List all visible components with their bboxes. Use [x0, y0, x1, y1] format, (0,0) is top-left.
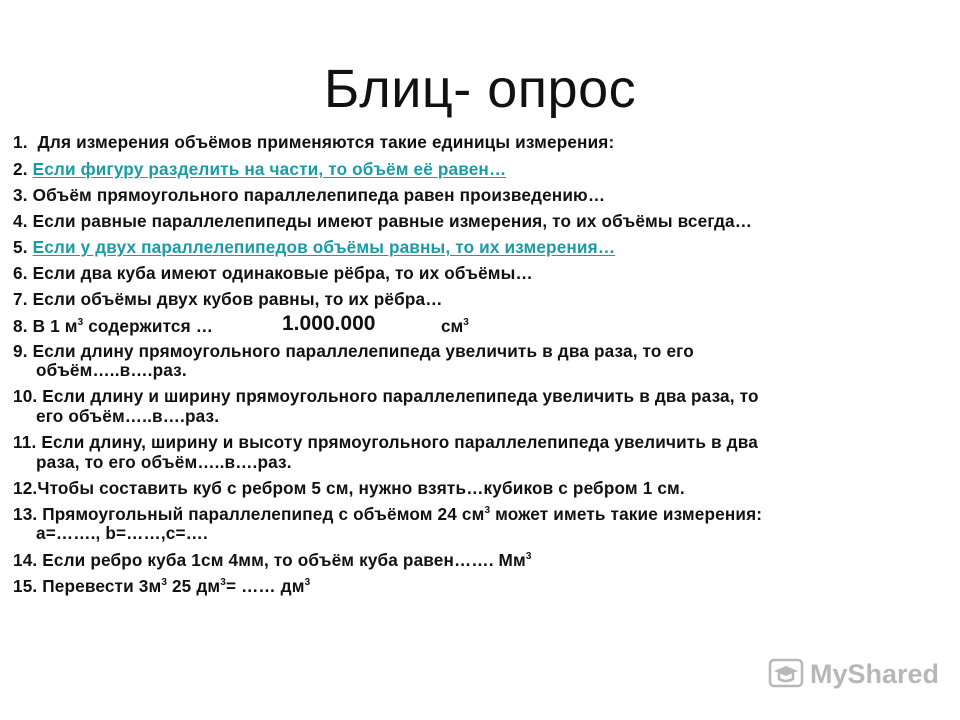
- mortarboard-icon: [768, 657, 804, 691]
- question-text-cont: 25 дм: [167, 576, 221, 596]
- question-text: Перевести 3м: [42, 576, 162, 596]
- question-number: 3.: [13, 185, 28, 205]
- question-3: [13, 185, 943, 205]
- question-number: 1.: [13, 132, 28, 152]
- question-number: 9.: [13, 341, 28, 361]
- question-number: 4.: [13, 211, 28, 231]
- question-5: [13, 237, 943, 257]
- question-text: раза, то его объём…..в….раз.: [36, 452, 292, 472]
- watermark-text: MyShared: [810, 658, 940, 689]
- question-text: его объём…..в….раз.: [36, 406, 220, 426]
- question-12: [13, 478, 943, 498]
- question-text: Если объёмы двух кубов равны, то их рёбра…: [32, 289, 443, 309]
- superscript: 3: [77, 317, 84, 328]
- question-13: [13, 504, 943, 524]
- superscript: 3: [463, 317, 469, 328]
- question-link[interactable]: Если фигуру разделить на части, то объём её равен…: [32, 159, 507, 179]
- question-11: [13, 432, 943, 452]
- question-4: [13, 211, 943, 231]
- slide-title: Блиц- опрос: [323, 59, 637, 119]
- question-text: Если равные параллелепипеды имеют равные измерения, то их объёмы всегда…: [32, 211, 753, 231]
- question-text: Для измерения объёмов применяются такие единицы измерения:: [37, 132, 615, 152]
- superscript: 3: [525, 551, 532, 562]
- question-text: Если длину и ширину прямоугольного параллелепипеда увеличить в два раза, то: [42, 386, 759, 406]
- question-number: 8.: [13, 316, 28, 336]
- question-text: Если ребро куба 1см 4мм, то объём куба равен……. Мм: [42, 550, 526, 570]
- question-number: 2.: [13, 159, 28, 179]
- question-text: а=……., b=……,с=….: [36, 523, 208, 543]
- question-link[interactable]: Если у двух параллелепипедов объёмы равны, то их измерения…: [32, 237, 616, 257]
- question-text: Если два куба имеют одинаковые рёбра, то их объёмы…: [32, 263, 533, 283]
- question-text: Чтобы составить куб с ребром 5 см, нужно взять…кубиков с ребром 1 см.: [37, 478, 685, 498]
- question-9: [13, 341, 943, 361]
- question-14: [13, 550, 943, 570]
- question-number: 10.: [13, 386, 38, 406]
- question-text: Если длину прямоугольного параллелепипеда увеличить в два раза, то его: [32, 341, 694, 361]
- question-text: В 1 м: [32, 316, 78, 336]
- superscript: 3: [484, 505, 491, 516]
- superscript: 3: [161, 577, 168, 588]
- superscript: 3: [304, 577, 311, 588]
- question-text: Прямоугольный параллелепипед с объёмом 24 см: [42, 504, 485, 524]
- question-text-cont: содержится …: [83, 316, 214, 336]
- question-number: 6.: [13, 263, 28, 283]
- question-text: Если длину, ширину и высоту прямоугольного параллелепипеда увеличить в два: [41, 432, 758, 452]
- superscript: 3: [220, 577, 226, 588]
- question-10-line2: [36, 406, 960, 426]
- question-9-line2: [36, 360, 960, 380]
- question-text: Объём прямоугольного параллелепипеда равен произведению…: [32, 185, 606, 205]
- question-7: [13, 289, 943, 309]
- question-number: 7.: [13, 289, 28, 309]
- question-text-cont: = …… дм: [225, 576, 305, 596]
- question-number: 5.: [13, 237, 28, 257]
- answer-value: 1.000.000: [282, 312, 376, 335]
- question-number: 12.: [13, 478, 38, 498]
- question-15: [13, 576, 943, 596]
- question-number: 13.: [13, 504, 38, 524]
- unit-text: см: [441, 316, 464, 336]
- question-text-cont: может иметь такие измерения:: [490, 504, 763, 524]
- question-6: [13, 263, 943, 283]
- question-2: [13, 159, 943, 179]
- question-11-line2: [36, 452, 960, 472]
- question-8: [13, 316, 943, 336]
- question-number: 15.: [13, 576, 38, 596]
- question-text: объём…..в….раз.: [36, 360, 187, 380]
- question-number: 11.: [13, 432, 37, 452]
- watermark: [768, 657, 939, 691]
- answer-unit: [441, 316, 469, 337]
- question-10: [13, 386, 943, 406]
- question-13-line2: [36, 523, 960, 543]
- question-number: 14.: [13, 550, 38, 570]
- question-1: [13, 132, 943, 152]
